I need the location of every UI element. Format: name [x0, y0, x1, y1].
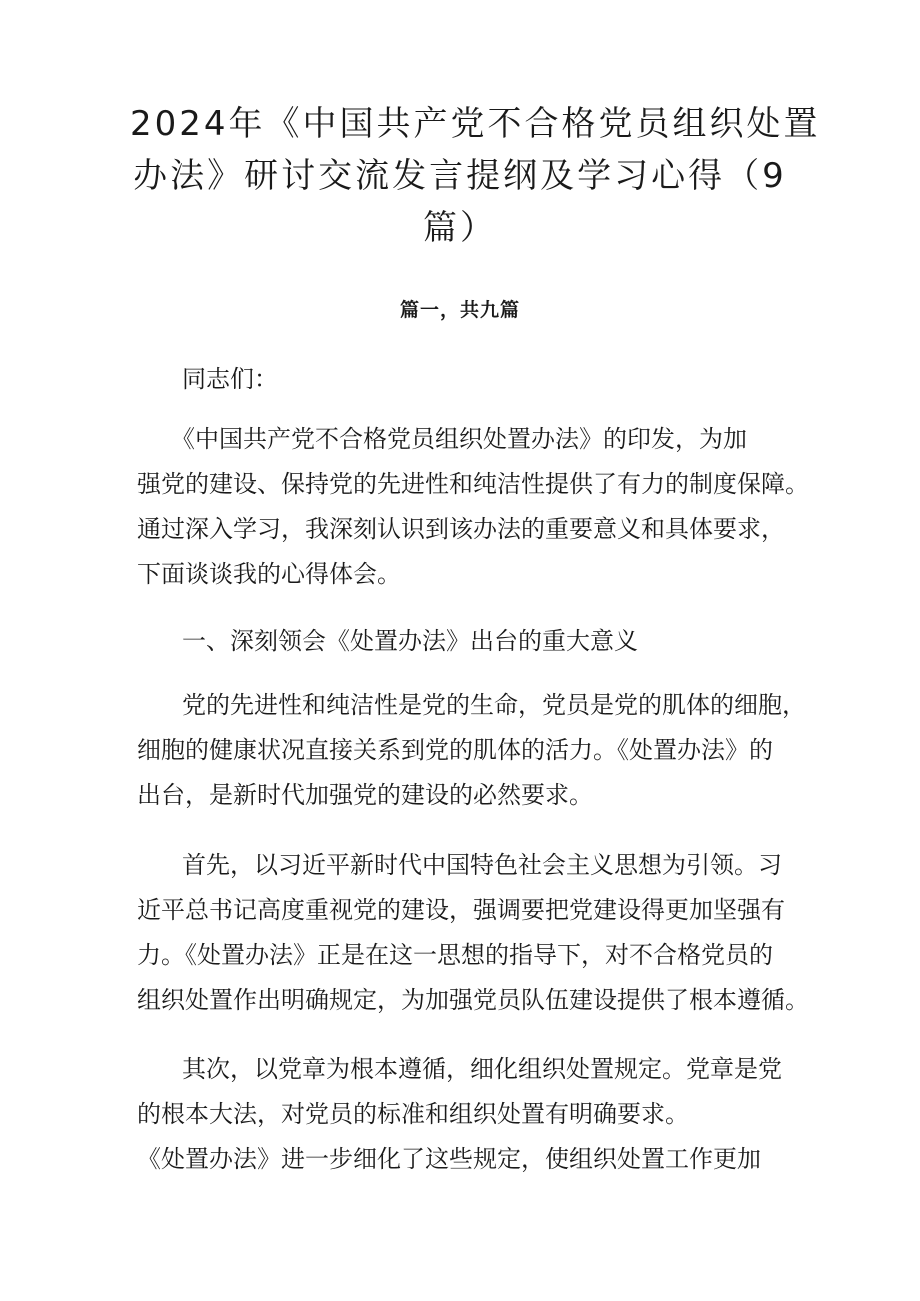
title-line: 办法》研讨交流发言提纲及学习心得（9 — [133, 156, 787, 196]
paragraph-line: 党的先进性和纯洁性是党的生命，党员是党的肌体的细胞， — [182, 691, 806, 719]
title-line: 2024年《中国共产党不合格党员组织处置 — [130, 104, 821, 144]
paragraph-line: 通过深入学习，我深刻认识到该办法的重要意义和具体要求， — [137, 515, 785, 543]
paragraph — [137, 688, 806, 823]
paragraph-line: 强党的建设、保持党的先进性和纯洁性提供了有力的制度保障。 — [137, 470, 809, 498]
document-title — [130, 98, 821, 254]
title-line: 篇） — [423, 208, 497, 248]
paragraph-line: 的根本大法，对党员的标准和组织处置有明确要求。 — [137, 1100, 689, 1128]
paragraph — [137, 1052, 797, 1187]
salutation: 同志们： — [182, 365, 278, 393]
paragraph-line: 《中国共产党不合格党员组织处置办法》的印发，为加 — [171, 425, 747, 453]
section-heading: 一、深刻领会《处置办法》出台的重大意义 — [182, 627, 638, 655]
section-subtitle: 篇一，共九篇 — [399, 299, 520, 321]
paragraph-line: 其次，以党章为根本遵循，细化组织处置规定。党章是党 — [182, 1055, 782, 1083]
paragraph-line: 力。《处置办法》正是在这一思想的指导下，对不合格党员的 — [137, 941, 773, 969]
paragraph-line: 出台，是新时代加强党的建设的必然要求。 — [137, 781, 593, 809]
paragraph-line: 近平总书记高度重视党的建设，强调要把党建设得更加坚强有 — [137, 896, 785, 924]
paragraph-line: 下面谈谈我的心得体会。 — [137, 560, 401, 588]
paragraph-line: 首先，以习近平新时代中国特色社会主义思想为引领。习 — [182, 851, 782, 879]
paragraph-line: 细胞的健康状况直接关系到党的肌体的活力。《处置办法》的 — [137, 736, 773, 764]
paragraph — [137, 848, 809, 1028]
paragraph-line: 组织处置作出明确规定，为加强党员队伍建设提供了根本遵循。 — [137, 986, 809, 1014]
paragraph-line: 《处置办法》进一步细化了这些规定，使组织处置工作更加 — [137, 1145, 761, 1173]
paragraph — [137, 422, 809, 602]
